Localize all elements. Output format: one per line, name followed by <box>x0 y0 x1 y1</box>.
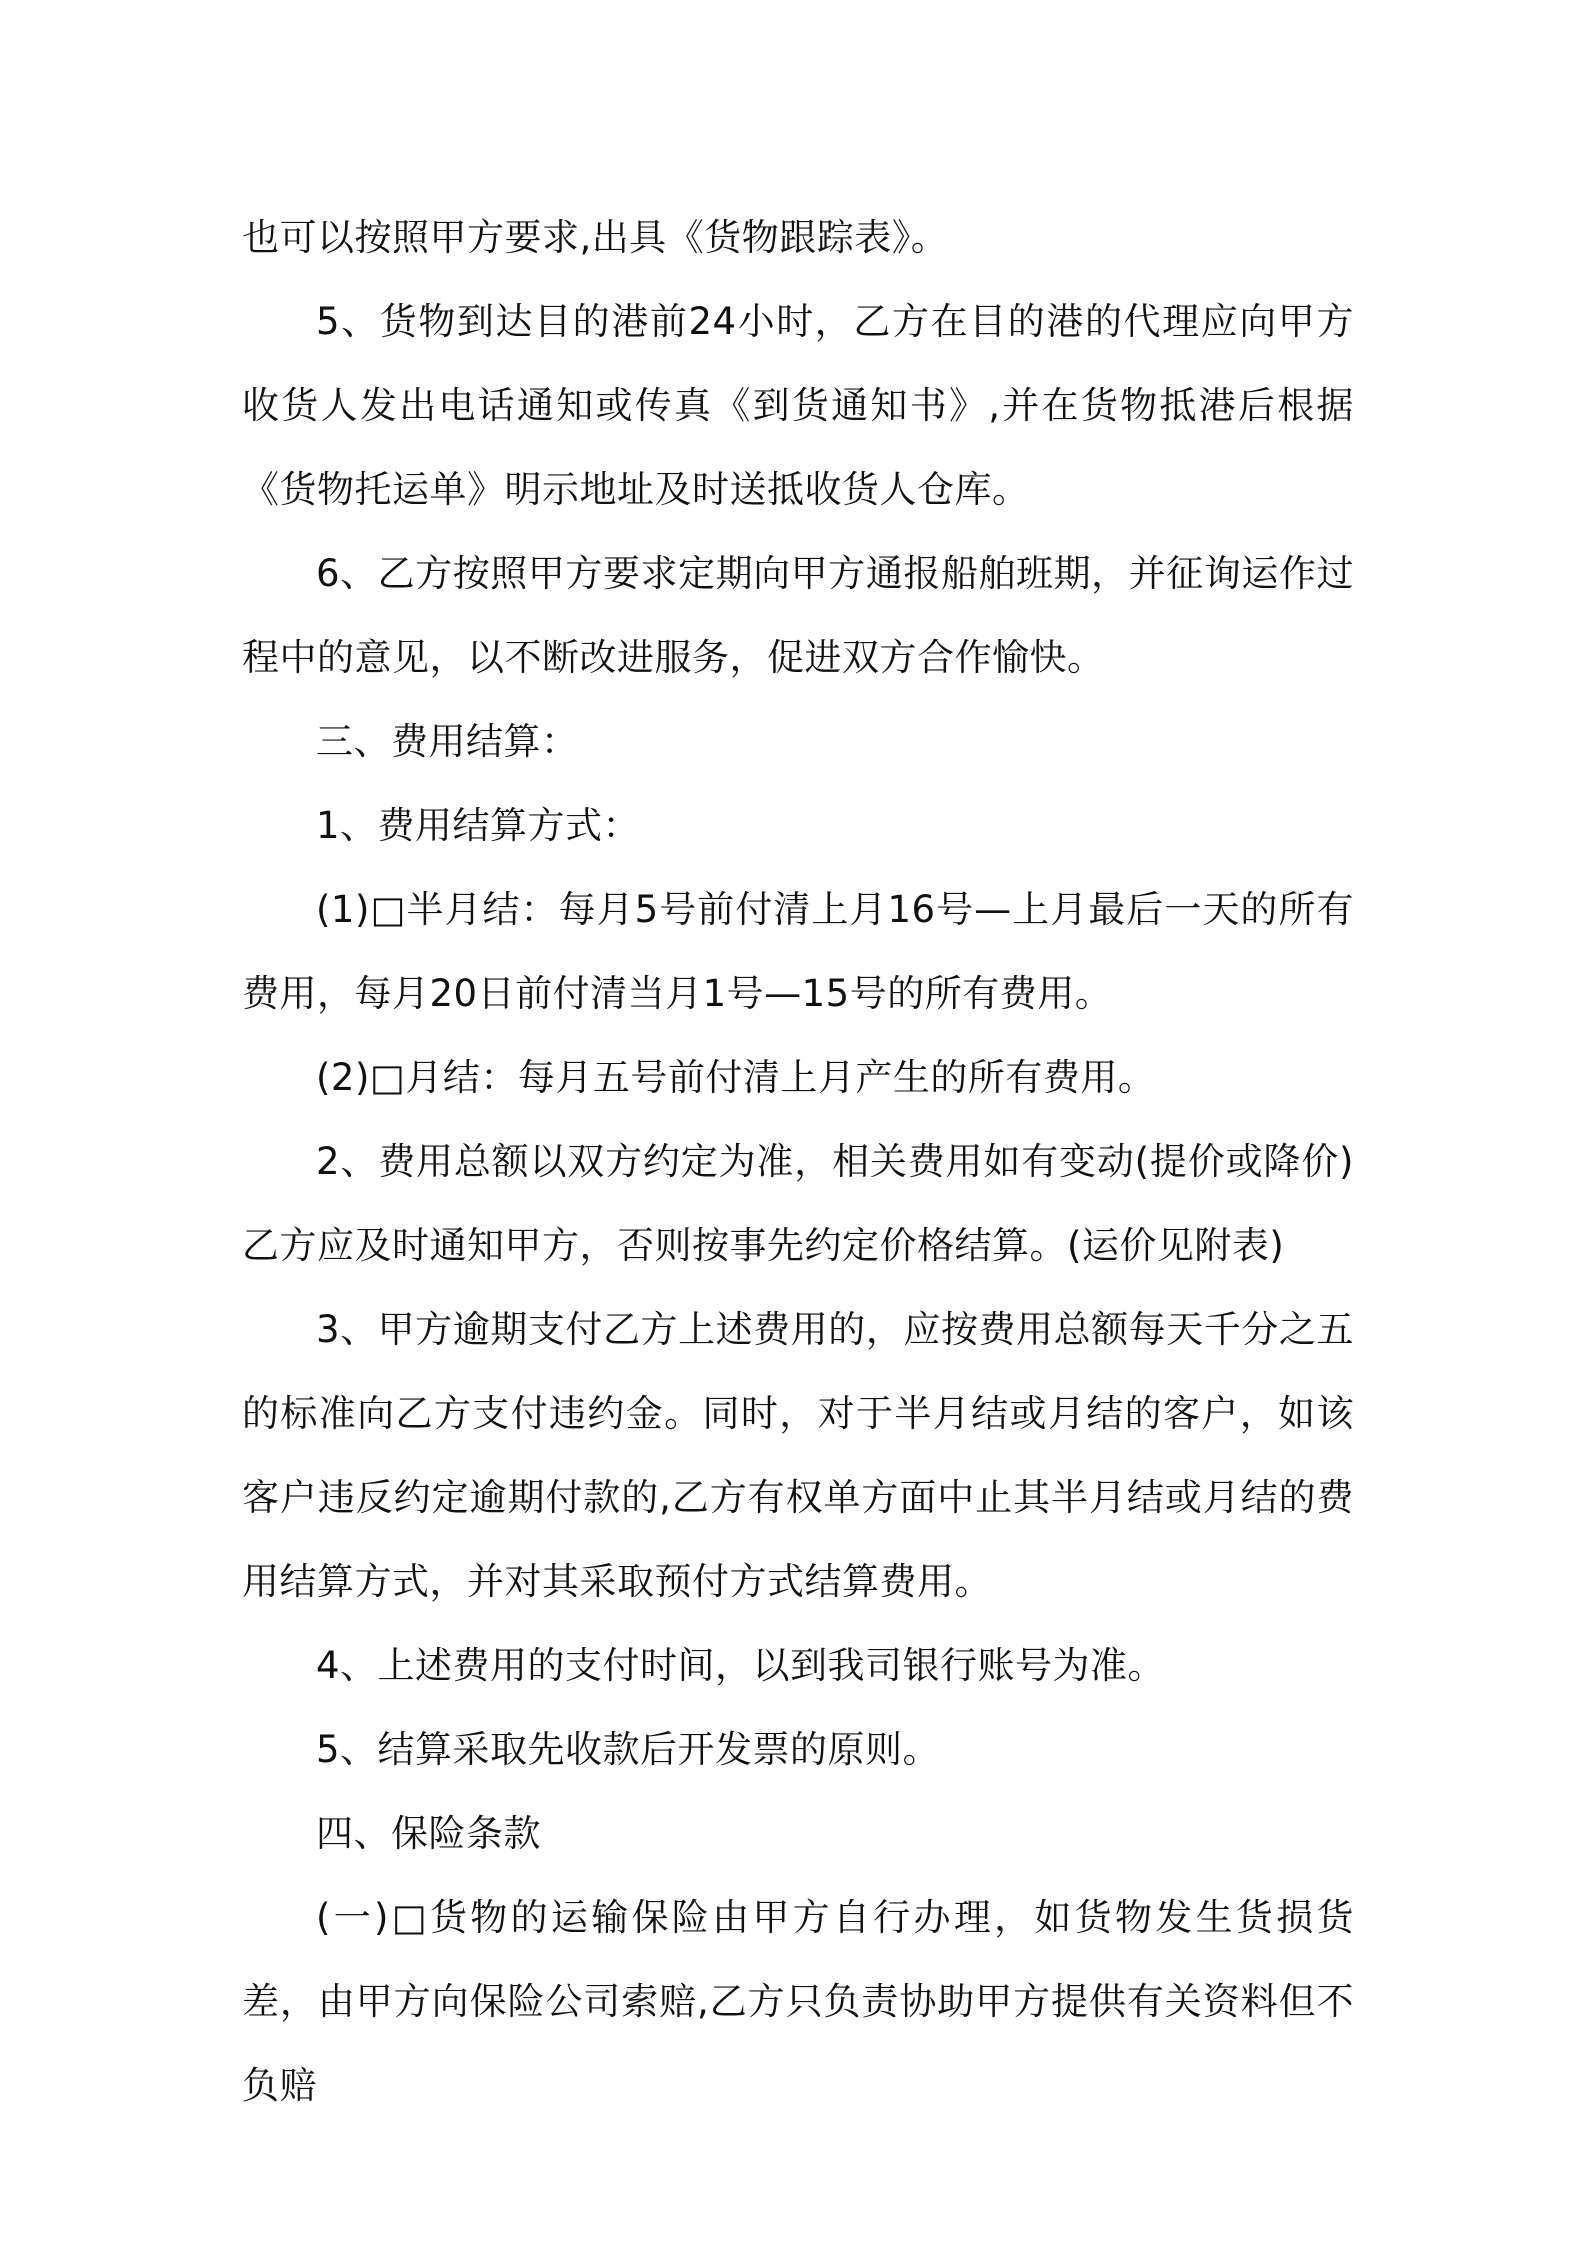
paragraph-clause-6-schedule: 6、乙方按照甲方要求定期向甲方通报船舶班期，并征询运作过程中的意见，以不断改进服务，促进双方合作愉快。 <box>242 552 1354 679</box>
paragraph-late-payment: 3、甲方逾期支付乙方上述费用的，应按费用总额每天千分之五的标准向乙方支付违约金。同时，对于半月结或月结的客户，如该客户违反约定逾期付款的,乙方有权单方面中止其半月结或月结的费用结算方式，并对其采取预付方式结算费用。 <box>242 1308 1354 1603</box>
section-heading-insurance: 四、保险条款 <box>316 1812 541 1855</box>
document-body <box>242 196 1354 2128</box>
paragraph-invoice-principle: 5、结算采取先收款后开发票的原则。 <box>316 1728 941 1771</box>
paragraph-insurance-option-1: (一)□货物的运输保险由甲方自行办理，如货物发生货损货差，由甲方向保险公司索赔,乙方只负责协助甲方提供有关资料但不负赔 <box>242 1896 1354 2107</box>
paragraph-clause-5-arrival-notice: 5、货物到达目的港前24小时，乙方在目的港的代理应向甲方收货人发出电话通知或传真《到货通知书》,并在货物抵港后根据《货物托运单》明示地址及时送抵收货人仓库。 <box>242 300 1354 511</box>
paragraph-option-semi-monthly: (1)□半月结：每月5号前付清上月16号—上月最后一天的所有费用，每月20日前付清当月1号—15号的所有费用。 <box>242 888 1354 1015</box>
paragraph-option-monthly: (2)□月结：每月五号前付清上月产生的所有费用。 <box>316 1056 1156 1099</box>
paragraph-payment-time: 4、上述费用的支付时间，以到我司银行账号为准。 <box>316 1644 1166 1687</box>
section-heading-fee-settlement: 三、费用结算： <box>316 720 579 763</box>
paragraph-fee-total: 2、费用总额以双方约定为准，相关费用如有变动(提价或降价)乙方应及时通知甲方，否则按事先约定价格结算。(运价见附表) <box>242 1140 1354 1267</box>
paragraph-settlement-method: 1、费用结算方式： <box>316 804 641 847</box>
paragraph-tracking-table: 也可以按照甲方要求,出具《货物跟踪表》。 <box>242 216 949 259</box>
